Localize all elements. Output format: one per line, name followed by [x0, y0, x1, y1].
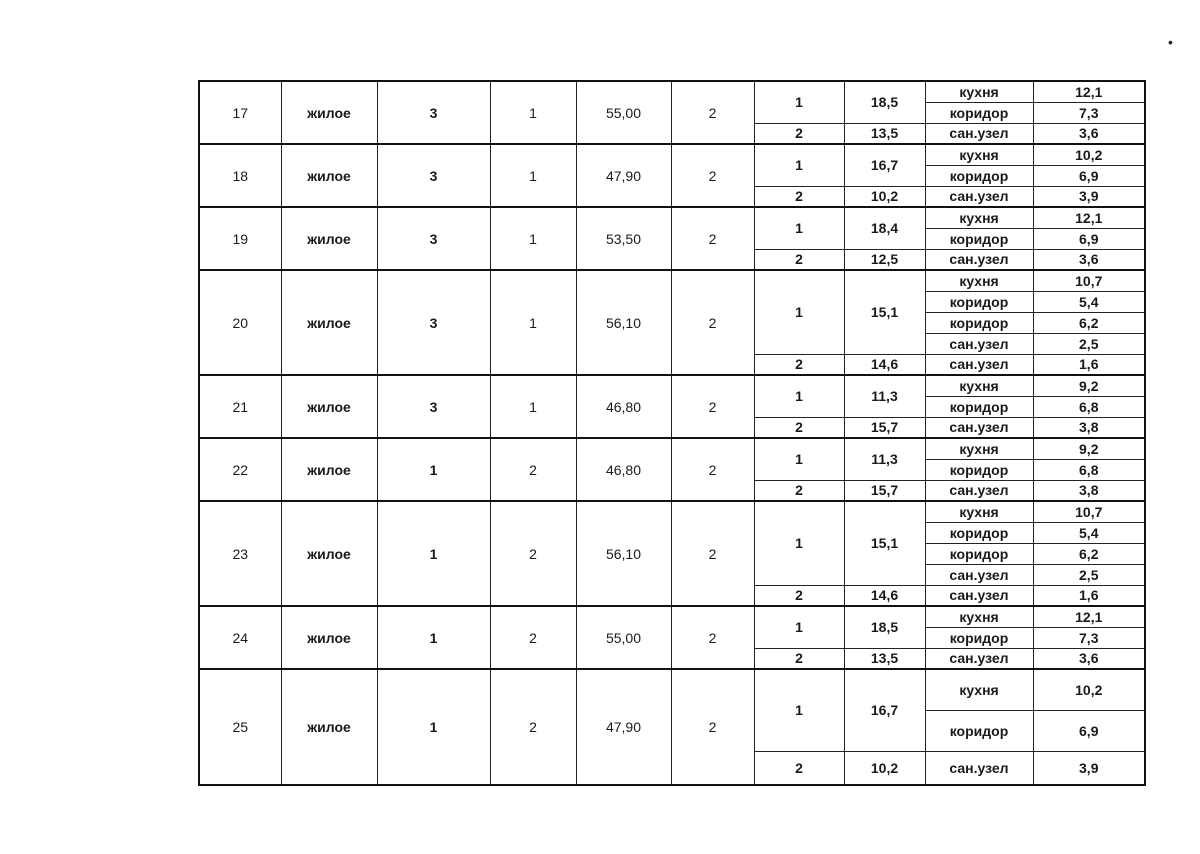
unit-col-a: 3 [377, 81, 490, 144]
unit-area: 53,50 [576, 207, 671, 270]
unit-type: жилое [281, 669, 377, 785]
subroom-area: 14,6 [844, 585, 925, 606]
room-area: 10,7 [1033, 501, 1145, 522]
room-name: сан.узел [925, 648, 1033, 669]
unit-number: 23 [199, 501, 281, 606]
unit-area: 47,90 [576, 144, 671, 207]
unit-type: жилое [281, 144, 377, 207]
subroom-number: 2 [754, 417, 844, 438]
unit-col-b: 2 [490, 669, 576, 785]
room-name: кухня [925, 501, 1033, 522]
room-name: кухня [925, 81, 1033, 102]
subroom-number: 2 [754, 480, 844, 501]
unit-col-a: 3 [377, 270, 490, 375]
room-name: сан.узел [925, 564, 1033, 585]
apartment-table [198, 80, 1146, 786]
table-row [199, 375, 1145, 396]
room-area: 2,5 [1033, 564, 1145, 585]
unit-area: 56,10 [576, 501, 671, 606]
unit-number: 21 [199, 375, 281, 438]
subroom-number: 1 [754, 501, 844, 585]
table-row [199, 501, 1145, 522]
unit-col-a: 1 [377, 606, 490, 669]
room-area: 6,9 [1033, 165, 1145, 186]
room-name: коридор [925, 228, 1033, 249]
unit-col-c: 2 [671, 144, 754, 207]
subroom-number: 1 [754, 81, 844, 123]
unit-col-c: 2 [671, 270, 754, 375]
room-area: 3,9 [1033, 186, 1145, 207]
room-area: 3,6 [1033, 249, 1145, 270]
room-name: коридор [925, 627, 1033, 648]
unit-col-a: 3 [377, 375, 490, 438]
subroom-area: 11,3 [844, 375, 925, 417]
room-area: 9,2 [1033, 438, 1145, 459]
subroom-area: 12,5 [844, 249, 925, 270]
room-name: сан.узел [925, 417, 1033, 438]
room-name: коридор [925, 710, 1033, 751]
subroom-area: 15,7 [844, 417, 925, 438]
unit-type: жилое [281, 501, 377, 606]
room-name: сан.узел [925, 186, 1033, 207]
room-area: 12,1 [1033, 606, 1145, 627]
unit-number: 20 [199, 270, 281, 375]
unit-area: 46,80 [576, 438, 671, 501]
unit-col-c: 2 [671, 606, 754, 669]
room-name: коридор [925, 396, 1033, 417]
room-name: сан.узел [925, 123, 1033, 144]
room-name: коридор [925, 522, 1033, 543]
subroom-area: 11,3 [844, 438, 925, 480]
room-name: сан.узел [925, 585, 1033, 606]
room-name: коридор [925, 543, 1033, 564]
room-area: 3,8 [1033, 480, 1145, 501]
unit-col-c: 2 [671, 81, 754, 144]
unit-col-c: 2 [671, 375, 754, 438]
room-name: сан.узел [925, 249, 1033, 270]
subroom-area: 15,1 [844, 501, 925, 585]
room-area: 12,1 [1033, 207, 1145, 228]
subroom-area: 16,7 [844, 144, 925, 186]
unit-col-b: 1 [490, 81, 576, 144]
unit-area: 56,10 [576, 270, 671, 375]
subroom-area: 16,7 [844, 669, 925, 751]
unit-type: жилое [281, 207, 377, 270]
unit-col-a: 1 [377, 438, 490, 501]
unit-number: 19 [199, 207, 281, 270]
room-area: 6,2 [1033, 543, 1145, 564]
unit-area: 47,90 [576, 669, 671, 785]
subroom-number: 1 [754, 606, 844, 648]
room-area: 12,1 [1033, 81, 1145, 102]
table-row [199, 81, 1145, 102]
subroom-area: 18,5 [844, 81, 925, 123]
table-row [199, 669, 1145, 710]
room-name: кухня [925, 270, 1033, 291]
unit-number: 22 [199, 438, 281, 501]
subroom-number: 2 [754, 186, 844, 207]
unit-col-c: 2 [671, 207, 754, 270]
subroom-area: 13,5 [844, 648, 925, 669]
table-row [199, 438, 1145, 459]
room-name: кухня [925, 144, 1033, 165]
subroom-area: 15,1 [844, 270, 925, 354]
subroom-area: 18,5 [844, 606, 925, 648]
unit-col-a: 1 [377, 669, 490, 785]
unit-area: 46,80 [576, 375, 671, 438]
room-area: 6,2 [1033, 312, 1145, 333]
room-area: 10,7 [1033, 270, 1145, 291]
subroom-number: 2 [754, 354, 844, 375]
room-area: 10,2 [1033, 144, 1145, 165]
unit-col-b: 2 [490, 438, 576, 501]
room-name: кухня [925, 438, 1033, 459]
unit-col-b: 1 [490, 270, 576, 375]
subroom-number: 2 [754, 751, 844, 785]
room-area: 5,4 [1033, 522, 1145, 543]
unit-col-c: 2 [671, 438, 754, 501]
unit-type: жилое [281, 606, 377, 669]
room-name: сан.узел [925, 480, 1033, 501]
subroom-number: 1 [754, 438, 844, 480]
unit-number: 24 [199, 606, 281, 669]
subroom-number: 1 [754, 375, 844, 417]
unit-type: жилое [281, 375, 377, 438]
unit-type: жилое [281, 81, 377, 144]
room-area: 6,8 [1033, 459, 1145, 480]
room-name: коридор [925, 291, 1033, 312]
subroom-number: 1 [754, 207, 844, 249]
room-area: 3,8 [1033, 417, 1145, 438]
subroom-area: 10,2 [844, 751, 925, 785]
unit-col-a: 3 [377, 144, 490, 207]
table-row [199, 207, 1145, 228]
subroom-number: 1 [754, 144, 844, 186]
room-name: кухня [925, 606, 1033, 627]
subroom-number: 2 [754, 249, 844, 270]
room-name: кухня [925, 207, 1033, 228]
unit-col-a: 3 [377, 207, 490, 270]
room-name: кухня [925, 669, 1033, 710]
room-area: 1,6 [1033, 354, 1145, 375]
subroom-number: 2 [754, 648, 844, 669]
room-area: 9,2 [1033, 375, 1145, 396]
room-name: коридор [925, 165, 1033, 186]
unit-type: жилое [281, 270, 377, 375]
room-area: 1,6 [1033, 585, 1145, 606]
unit-col-b: 1 [490, 375, 576, 438]
unit-number: 18 [199, 144, 281, 207]
unit-col-b: 2 [490, 606, 576, 669]
room-area: 5,4 [1033, 291, 1145, 312]
room-name: сан.узел [925, 354, 1033, 375]
room-name: кухня [925, 375, 1033, 396]
unit-type: жилое [281, 438, 377, 501]
subroom-area: 10,2 [844, 186, 925, 207]
scan-speck: • [1168, 34, 1173, 50]
subroom-area: 14,6 [844, 354, 925, 375]
room-area: 3,6 [1033, 123, 1145, 144]
unit-col-c: 2 [671, 669, 754, 785]
room-name: коридор [925, 459, 1033, 480]
table-row [199, 270, 1145, 291]
room-area: 3,9 [1033, 751, 1145, 785]
room-area: 6,9 [1033, 710, 1145, 751]
unit-number: 25 [199, 669, 281, 785]
unit-number: 17 [199, 81, 281, 144]
table-row [199, 606, 1145, 627]
room-area: 2,5 [1033, 333, 1145, 354]
unit-col-b: 1 [490, 144, 576, 207]
unit-col-a: 1 [377, 501, 490, 606]
room-area: 3,6 [1033, 648, 1145, 669]
subroom-number: 1 [754, 270, 844, 354]
unit-area: 55,00 [576, 606, 671, 669]
subroom-area: 18,4 [844, 207, 925, 249]
subroom-area: 13,5 [844, 123, 925, 144]
room-name: коридор [925, 102, 1033, 123]
room-name: коридор [925, 312, 1033, 333]
table-row [199, 144, 1145, 165]
room-name: сан.узел [925, 333, 1033, 354]
room-area: 7,3 [1033, 627, 1145, 648]
unit-col-b: 1 [490, 207, 576, 270]
unit-col-b: 2 [490, 501, 576, 606]
room-area: 10,2 [1033, 669, 1145, 710]
subroom-number: 1 [754, 669, 844, 751]
unit-col-c: 2 [671, 501, 754, 606]
subroom-area: 15,7 [844, 480, 925, 501]
subroom-number: 2 [754, 123, 844, 144]
unit-area: 55,00 [576, 81, 671, 144]
room-area: 6,9 [1033, 228, 1145, 249]
room-area: 6,8 [1033, 396, 1145, 417]
subroom-number: 2 [754, 585, 844, 606]
room-name: сан.узел [925, 751, 1033, 785]
room-area: 7,3 [1033, 102, 1145, 123]
